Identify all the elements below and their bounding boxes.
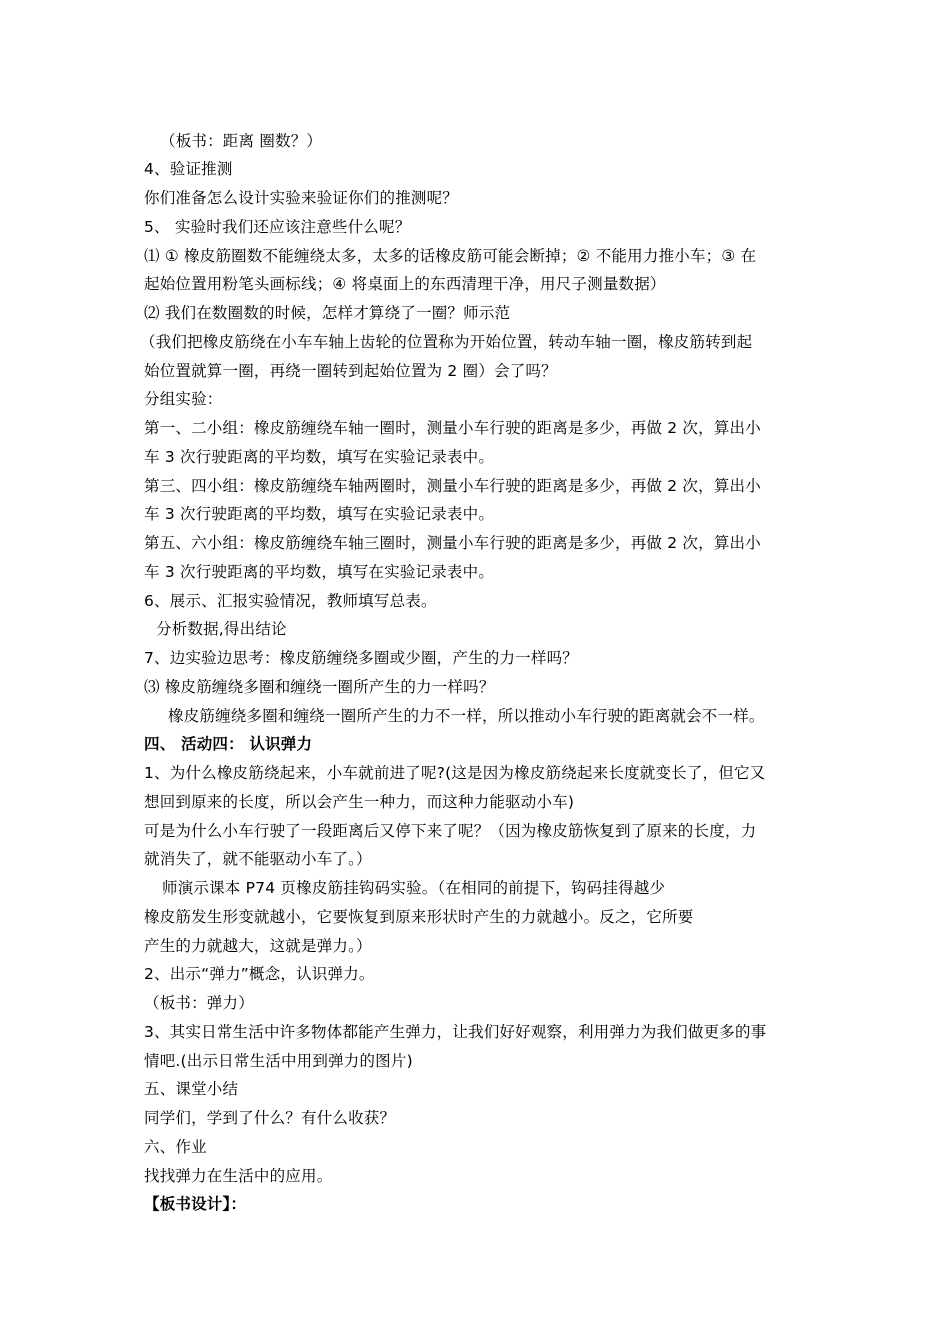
section-6-heading: 六、作业 <box>144 1138 207 1156</box>
step-6-heading: 6、展示、汇报实验情况，教师填写总表。 <box>144 592 437 610</box>
text-line: 车 3 次行驶距离的平均数，填写在实验记录表中。 <box>144 563 495 581</box>
text-line: 第五、六小组：橡皮筋缠绕车轴三圈时，测量小车行驶的距离是多少，再做 2 次，算出小 <box>144 534 761 552</box>
step-5-heading: 5、 实验时我们还应该注意些什么呢？ <box>144 218 411 236</box>
text-line: 分组实验： <box>144 390 223 408</box>
board-note-line: （板书：弹力） <box>144 994 254 1012</box>
text-line: 师演示课本 P74 页橡皮筋挂钩码实验。（在相同的前提下，钩码挂得越少 <box>162 879 666 897</box>
text-line: 找找弹力在生活中的应用。 <box>144 1167 333 1185</box>
board-note-line: （板书：距离 圈数？） <box>160 132 323 150</box>
section-4-heading: 四、 活动四： 认识弹力 <box>144 735 313 753</box>
text-line: ⑶ 橡皮筋缠绕多圈和缠绕一圈所产生的力一样吗？ <box>144 678 495 696</box>
text-line: 1、为什么橡皮筋绕起来，小车就前进了呢?(这是因为橡皮筋绕起来长度就变长了，但它又 <box>144 764 766 782</box>
text-line: ⑴ ① 橡皮筋圈数不能缠绕太多，太多的话橡皮筋可能会断掉；② 不能用力推小车；③ 在 <box>144 247 757 265</box>
text-line: 第三、四小组：橡皮筋缠绕车轴两圈时，测量小车行驶的距离是多少，再做 2 次，算出小 <box>144 477 761 495</box>
step-4-heading: 4、验证推测 <box>144 160 233 178</box>
board-design-heading: 【板书设计】： <box>144 1195 247 1213</box>
text-line: 始位置就算一圈，再绕一圈转到起始位置为 2 圈）会了吗？ <box>144 362 557 380</box>
text-line: 可是为什么小车行驶了一段距离后又停下来了呢？（因为橡皮筋恢复到了原来的长度，力 <box>144 822 757 840</box>
section-5-heading: 五、课堂小结 <box>144 1080 239 1098</box>
text-line: 3、其实日常生活中许多物体都能产生弹力，让我们好好观察，利用弹力为我们做更多的事 <box>144 1023 767 1041</box>
text-line: 产生的力就越大，这就是弹力。） <box>144 937 372 955</box>
text-line: 想回到原来的长度，所以会产生一种力，而这种力能驱动小车) <box>144 793 575 811</box>
text-line: 2、出示“弹力”概念，认识弹力。 <box>144 965 375 983</box>
text-line: （我们把橡皮筋绕在小车车轴上齿轮的位置称为开始位置，转动车轴一圈，橡皮筋转到起 <box>140 333 753 351</box>
text-line: 车 3 次行驶距离的平均数，填写在实验记录表中。 <box>144 505 495 523</box>
step-7-heading: 7、边实验边思考：橡皮筋缠绕多圈或少圈，产生的力一样吗？ <box>144 649 578 667</box>
text-line: 起始位置用粉笔头画标线；④ 将桌面上的东西清理干净，用尺子测量数据） <box>144 275 666 293</box>
text-line: 就消失了，就不能驱动小车了。） <box>144 850 372 868</box>
text-line: ⑵ 我们在数圈数的时候，怎样才算绕了一圈？师示范 <box>144 304 511 322</box>
text-line: 橡皮筋缠绕多圈和缠绕一圈所产生的力不一样，所以推动小车行驶的距离就会不一样。 <box>168 707 765 725</box>
text-line: 你们准备怎么设计实验来验证你们的推测呢？ <box>144 189 459 207</box>
text-line: 同学们，学到了什么？有什么收获？ <box>144 1109 396 1127</box>
text-line: 车 3 次行驶距离的平均数，填写在实验记录表中。 <box>144 448 495 466</box>
text-line: 情吧.(出示日常生活中用到弹力的图片) <box>144 1052 413 1070</box>
text-line: 第一、二小组：橡皮筋缠绕车轴一圈时，测量小车行驶的距离是多少，再做 2 次，算出小 <box>144 419 761 437</box>
text-line: 橡皮筋发生形变就越小，它要恢复到原来形状时产生的力就越小。反之，它所要 <box>144 908 694 926</box>
text-line: 分析数据,得出结论 <box>156 620 287 638</box>
